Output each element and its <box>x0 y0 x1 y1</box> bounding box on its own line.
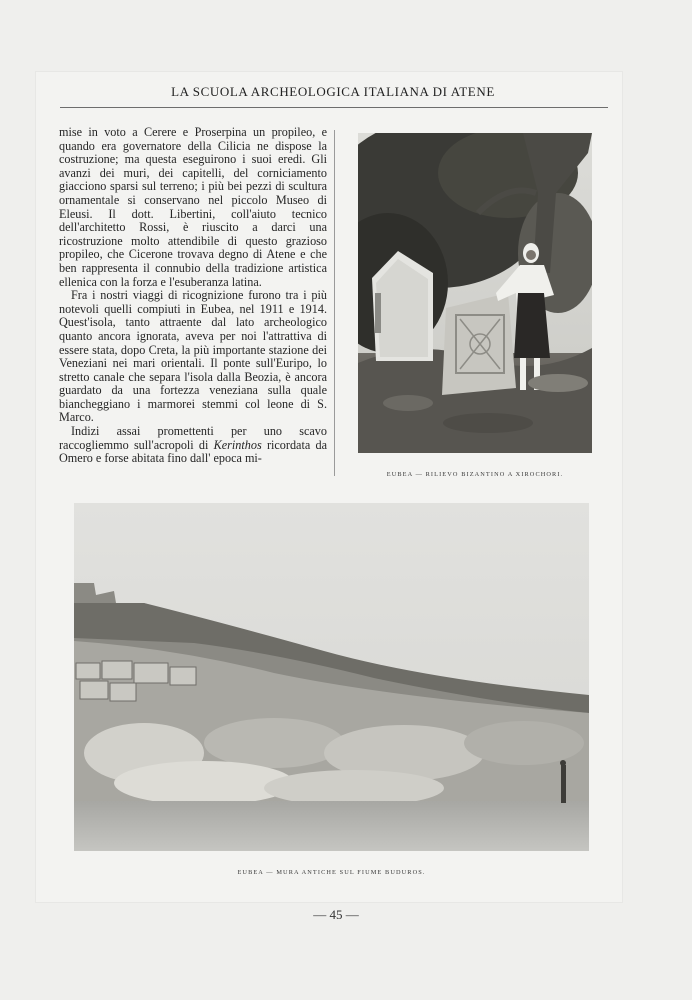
running-header: LA SCUOLA ARCHEOLOGICA ITALIANA DI ATENE <box>171 84 495 99</box>
paragraph-2: Fra i nostri viaggi di ricognizione furono tra i più notevoli quelli compiuti in Eubea, nel 1911 e 1914. Quest'isola, tanto attraente dal lato archeologico quanto ancora ignorata, aveva per noi l'attrattiva di essere stata, dopo Creta, la più importante stazione dei Veneziani nei mari orientali. Il ponte sull'Euripo, lo stretto canale che separa l'isola dalla Beozia, è ancora guardato da una fortezza veneziana sulla quale biancheggiano i marmorei stemmi col leone di S. Marco. <box>59 288 327 425</box>
photo-ancient-walls-image <box>74 503 589 851</box>
caption-bottom-photo: EUBEA — MURA ANTICHE SUL FIUME BUDUROS. <box>237 869 426 876</box>
header-rule <box>60 107 608 108</box>
paragraph-1: mise in voto a Cerere e Proserpina un propileo, e quando era governatore della Cilicia ne dispose la costruzione; ma questa eseguirono i suoi eredi. Gli avanzi dei muri, dei capitelli, del corniciamento giacciono sparsi sul terreno; i più bei pezzi di scultura ornamentale si conservano nel piccolo Museo di Eleusi. Il dott. Libertini, coll'aiuto tecnico dell'architetto Rossi, è riuscito a darci una ricostruzione molto attendibile di questo grazioso propileo, che Cicerone trovava degno di Atene e che ben rappresenta il connubio della tradizione artistica ellenica con la forza e l'esuberanza latina. <box>59 125 327 289</box>
photo-byzantine-relief <box>358 133 592 453</box>
photo-byzantine-relief-image <box>358 133 592 453</box>
caption-top-photo: EUBEA — RILIEVO BIZANTINO A XIROCHORI. <box>386 471 564 478</box>
place-name-italic: Kerinthos <box>213 437 262 452</box>
paragraph-3-end: ricordata da Omero e forse abitata fino dall' epoca mi- <box>59 437 327 466</box>
photo-ancient-walls <box>74 503 589 851</box>
paragraph-3-start: Indizi assai promettenti per uno scavo raccogliemmo sull'acropoli di <box>59 424 327 452</box>
paragraph-3 <box>59 425 327 466</box>
body-text-column <box>59 126 327 466</box>
column-rule <box>334 130 335 476</box>
page-number: — 45 — <box>313 907 359 922</box>
